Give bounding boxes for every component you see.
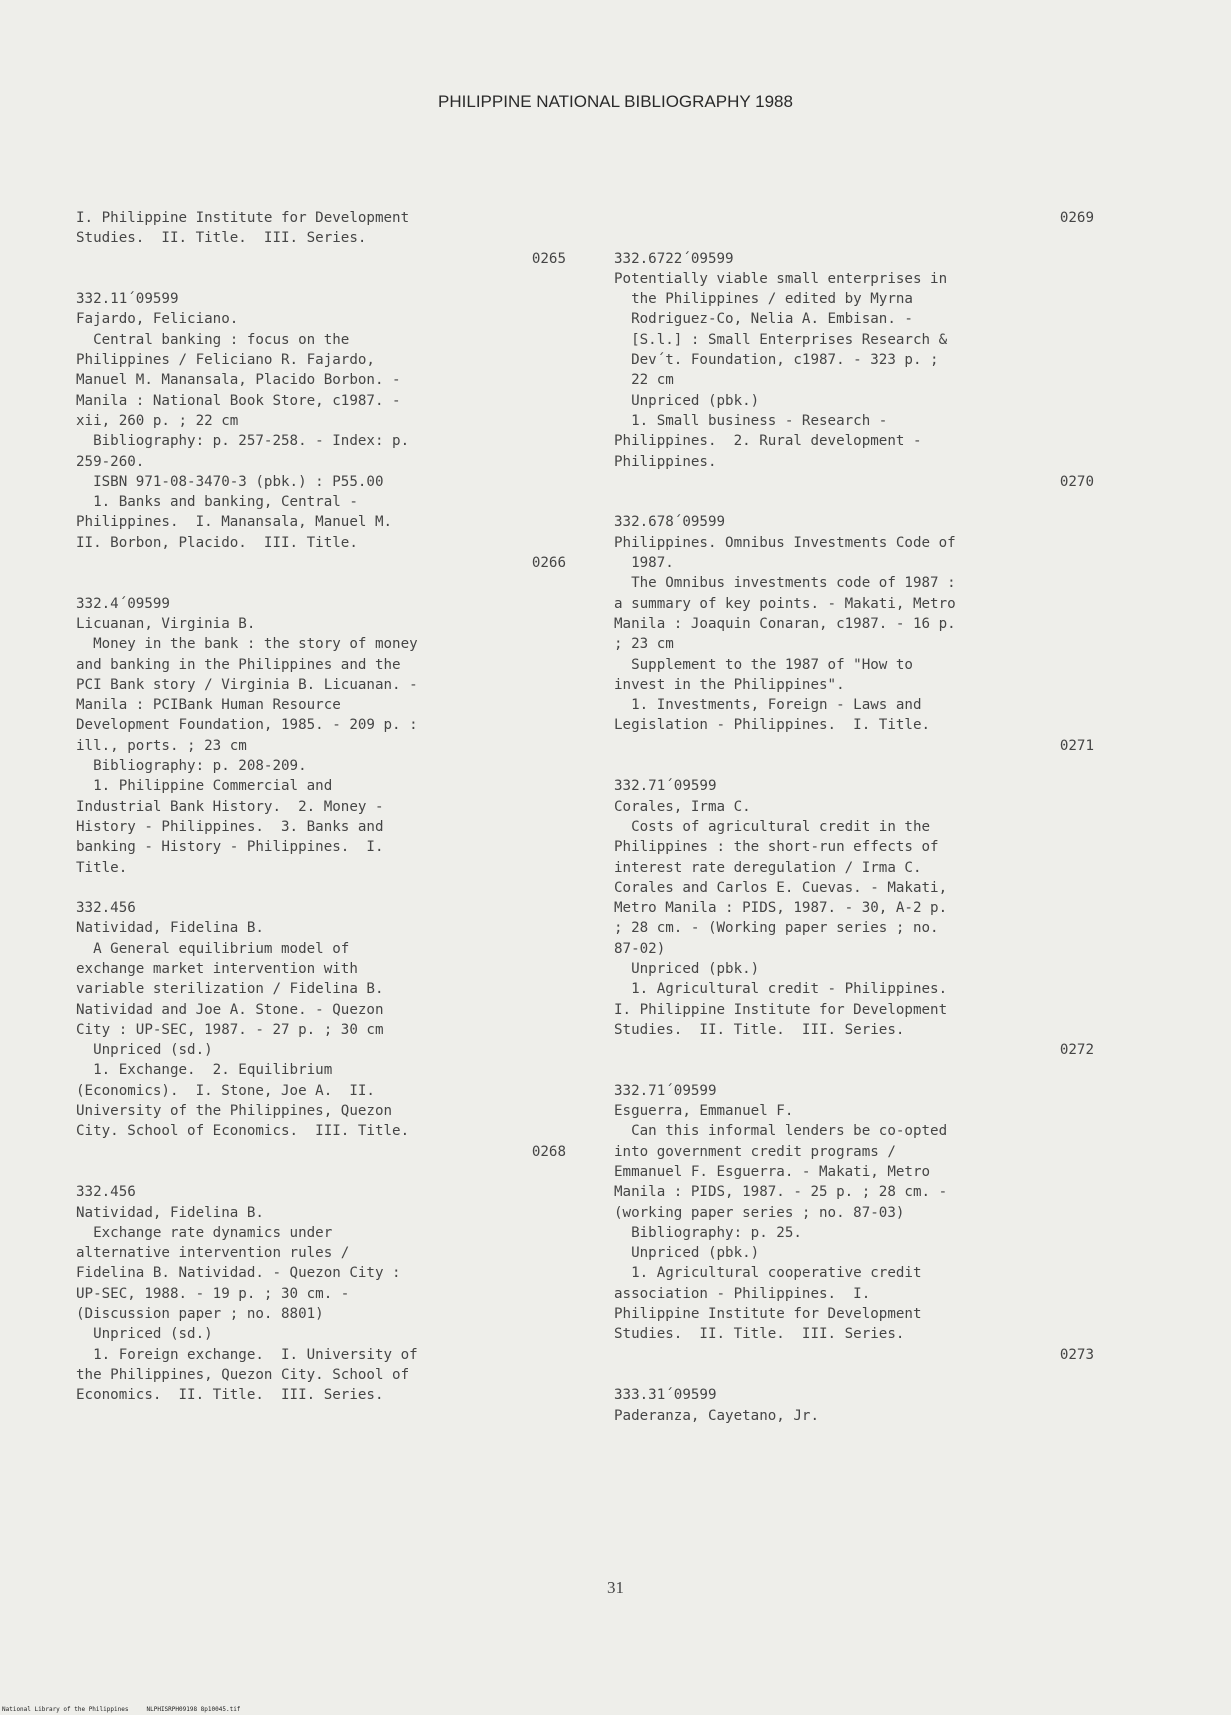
bibliography-entry <box>614 208 1094 228</box>
entry-line: 332.71´09599 <box>614 1082 717 1099</box>
entry-line: Unpriced (sd.) <box>76 1326 213 1343</box>
entry-line: 22 cm <box>614 372 674 389</box>
entry-line: ill., ports. ; 23 cm <box>76 737 247 754</box>
entry-number: 0270 <box>1059 473 1094 490</box>
entry-line: [S.l.] : Small Enterprises Research & <box>614 331 948 348</box>
entry-line: 332.71´09599 <box>614 778 717 795</box>
bibliography-entry <box>614 1385 1094 1426</box>
entry-gap <box>614 492 1094 512</box>
entry-line: Paderanza, Cayetano, Jr. <box>614 1407 819 1424</box>
entry-line: Fajardo, Feliciano. <box>76 311 239 328</box>
entry-number: 0266 <box>531 555 566 572</box>
bibliography-entry <box>76 898 566 1162</box>
entry-line: 1. Agricultural credit - Philippines. <box>614 981 948 998</box>
entry-gap <box>76 573 566 593</box>
entry-line: Manila : PIDS, 1987. - 25 p. ; 28 cm. - <box>614 1184 948 1201</box>
entry-line: Philippines. <box>614 453 717 470</box>
entry-line: alternative intervention rules / <box>76 1245 350 1262</box>
entry-line: (working paper series ; no. 87-03) <box>614 1204 905 1221</box>
entry-number: 0265 <box>531 250 566 267</box>
entry-gap <box>76 269 566 289</box>
entry-line: 332.678´09599 <box>614 514 726 531</box>
entry-line: Natividad, Fidelina B. <box>76 1204 264 1221</box>
bibliography-entry <box>76 1182 566 1405</box>
entry-line: Natividad and Joe A. Stone. - Quezon <box>76 1001 384 1018</box>
entry-number: 0273 <box>1059 1346 1094 1363</box>
bibliography-entry <box>614 776 1094 1060</box>
entry-line: 1. Small business - Research - <box>614 412 888 429</box>
entry-line: II. Borbon, Placido. III. Title. <box>76 534 358 551</box>
entry-line: Manila : PCIBank Human Resource <box>76 697 341 714</box>
entry-line: City : UP-SEC, 1987. - 27 p. ; 30 cm <box>76 1021 384 1038</box>
entry-line: Legislation - Philippines. I. Title. <box>614 717 931 734</box>
entry-line: Bibliography: p. 257-258. - Index: p. <box>76 433 410 450</box>
entry-line: 1. Philippine Commercial and <box>76 778 333 795</box>
bibliography-entry <box>76 208 566 269</box>
entry-line: Philippines. I. Manansala, Manuel M. <box>76 514 393 531</box>
entry-line: a summary of key points. - Makati, Metro <box>614 595 956 612</box>
entry-line: 332.6722´09599 <box>614 250 734 267</box>
entry-number: 0272 <box>1059 1042 1094 1059</box>
entry-gap <box>614 228 1094 248</box>
entry-line: 333.31´09599 <box>614 1387 717 1404</box>
entry-number: 0269 <box>1059 210 1094 226</box>
entry-line: Dev´t. Foundation, c1987. - 323 p. ; <box>614 352 939 369</box>
entry-line: Potentially viable small enterprises in <box>614 270 948 287</box>
entry-gap <box>614 1060 1094 1080</box>
entry-line: Unpriced (pbk.) <box>614 1245 760 1262</box>
entry-line: Bibliography: p. 208-209. <box>76 758 307 775</box>
entry-line: 332.456 <box>76 900 136 917</box>
entry-line: 332.456 <box>76 1184 136 1201</box>
entry-line: 1. Foreign exchange. I. University of <box>76 1346 418 1363</box>
entry-line: variable sterilization / Fidelina B. <box>76 981 384 998</box>
entry-line: I. Philippine Institute for Development <box>76 210 410 226</box>
entry-line: Fidelina B. Natividad. - Quezon City : <box>76 1265 401 1282</box>
entry-line: Studies. II. Title. III. Series. <box>76 230 367 247</box>
left-column <box>76 208 566 1406</box>
entry-line: interest rate deregulation / Irma C. <box>614 859 922 876</box>
bibliography-entry <box>76 594 566 878</box>
entry-line: 87-02) <box>614 940 666 957</box>
entry-line: exchange market intervention with <box>76 960 358 977</box>
entry-line: The Omnibus investments code of 1987 : <box>614 575 956 592</box>
entry-line: Title. <box>76 859 128 876</box>
entry-line: and banking in the Philippines and the <box>76 656 401 673</box>
entry-gap <box>614 756 1094 776</box>
entry-line: Unpriced (pbk.) <box>614 960 760 977</box>
entry-line: 332.4´09599 <box>76 595 170 612</box>
entry-line: Economics. II. Title. III. Series. <box>76 1387 384 1404</box>
bibliography-entry <box>614 512 1094 756</box>
entry-line: Philippines. Omnibus Investments Code of <box>614 534 956 551</box>
entry-line: History - Philippines. 3. Banks and <box>76 818 384 835</box>
entry-line: Development Foundation, 1985. - 209 p. : <box>76 717 418 734</box>
scan-footer: National Library of the Philippines NLPHISRPH09198 8p10045.tif <box>2 1706 241 1713</box>
entry-line: 1. Agricultural cooperative credit <box>614 1265 922 1282</box>
entry-line: Philippines / Feliciano R. Fajardo, <box>76 352 375 369</box>
entry-line: 332.11´09599 <box>76 291 179 308</box>
bibliography-entry <box>76 289 566 573</box>
entry-line: (Economics). I. Stone, Joe A. II. <box>76 1082 375 1099</box>
entry-line: 1. Investments, Foreign - Laws and <box>614 697 922 714</box>
entry-line: 259-260. <box>76 453 145 470</box>
entry-line: Corales, Irma C. <box>614 798 751 815</box>
bibliography-entry <box>614 249 1094 493</box>
entry-line: invest in the Philippines". <box>614 676 845 693</box>
entry-line: ; 28 cm. - (Working paper series ; no. <box>614 920 939 937</box>
entry-line: banking - History - Philippines. I. <box>76 839 384 856</box>
entry-line: Exchange rate dynamics under <box>76 1224 333 1241</box>
entry-line: Costs of agricultural credit in the <box>614 818 931 835</box>
entry-line: Industrial Bank History. 2. Money - <box>76 798 384 815</box>
entry-line: Manila : Joaquin Conaran, c1987. - 16 p. <box>614 615 956 632</box>
entry-line: Supplement to the 1987 of "How to <box>614 656 913 673</box>
entry-line: Licuanan, Virginia B. <box>76 615 256 632</box>
entry-line: Unpriced (sd.) <box>76 1042 213 1059</box>
page-number: 31 <box>607 1578 624 1597</box>
entry-line: A General equilibrium model of <box>76 940 350 957</box>
entry-line: 1. Exchange. 2. Equilibrium <box>76 1062 333 1079</box>
entry-line: University of the Philippines, Quezon <box>76 1103 393 1120</box>
entry-line: Unpriced (pbk.) <box>614 392 760 409</box>
entry-line: 1987. <box>614 555 674 572</box>
entry-line: Rodriguez-Co, Nelia A. Embisan. - <box>614 311 913 328</box>
entry-number: 0271 <box>1059 737 1094 754</box>
entry-line: Manuel M. Manansala, Placido Borbon. - <box>76 372 401 389</box>
entry-line: (Discussion paper ; no. 8801) <box>76 1306 324 1323</box>
entry-line: Can this informal lenders be co-opted <box>614 1123 948 1140</box>
entry-line: the Philippines / edited by Myrna <box>614 291 913 308</box>
entry-line: xii, 260 p. ; 22 cm <box>76 412 239 429</box>
entry-line: Money in the bank : the story of money <box>76 636 418 653</box>
entry-line: the Philippines, Quezon City. School of <box>76 1366 410 1383</box>
entry-line: 1. Banks and banking, Central - <box>76 494 358 511</box>
entry-gap <box>76 878 566 898</box>
entry-line: into government credit programs / <box>614 1143 896 1160</box>
entry-line: Corales and Carlos E. Cuevas. - Makati, <box>614 879 948 896</box>
entry-number: 0268 <box>531 1143 566 1160</box>
entry-line: Bibliography: p. 25. <box>614 1224 802 1241</box>
entry-line: Emmanuel F. Esguerra. - Makati, Metro <box>614 1163 931 1180</box>
entry-line: Metro Manila : PIDS, 1987. - 30, A-2 p. <box>614 900 948 917</box>
entry-line: Manila : National Book Store, c1987. - <box>76 392 401 409</box>
entry-line: Central banking : focus on the <box>76 331 350 348</box>
entry-line: Philippines : the short-run effects of <box>614 839 939 856</box>
entry-line: ISBN 971-08-3470-3 (pbk.) : P55.00 <box>76 473 384 490</box>
entry-line: PCI Bank story / Virginia B. Licuanan. - <box>76 676 418 693</box>
entry-line: I. Philippine Institute for Development <box>614 1001 948 1018</box>
entry-line: Philippine Institute for Development <box>614 1306 922 1323</box>
entry-line: Studies. II. Title. III. Series. <box>614 1021 905 1038</box>
entry-line: ; 23 cm <box>614 636 674 653</box>
entry-line: Esguerra, Emmanuel F. <box>614 1103 794 1120</box>
entry-line: UP-SEC, 1988. - 19 p. ; 30 cm. - <box>76 1285 350 1302</box>
entry-line: City. School of Economics. III. Title. <box>76 1123 410 1140</box>
entry-line: association - Philippines. I. <box>614 1285 871 1302</box>
entry-line: Natividad, Fidelina B. <box>76 920 264 937</box>
entry-line: Philippines. 2. Rural development - <box>614 433 922 450</box>
entry-line: Studies. II. Title. III. Series. <box>614 1326 905 1343</box>
entry-gap <box>614 1365 1094 1385</box>
right-column <box>614 208 1094 1426</box>
entry-gap <box>76 1162 566 1182</box>
page-header-title: PHILIPPINE NATIONAL BIBLIOGRAPHY 1988 <box>438 92 793 111</box>
bibliography-entry <box>614 1081 1094 1365</box>
